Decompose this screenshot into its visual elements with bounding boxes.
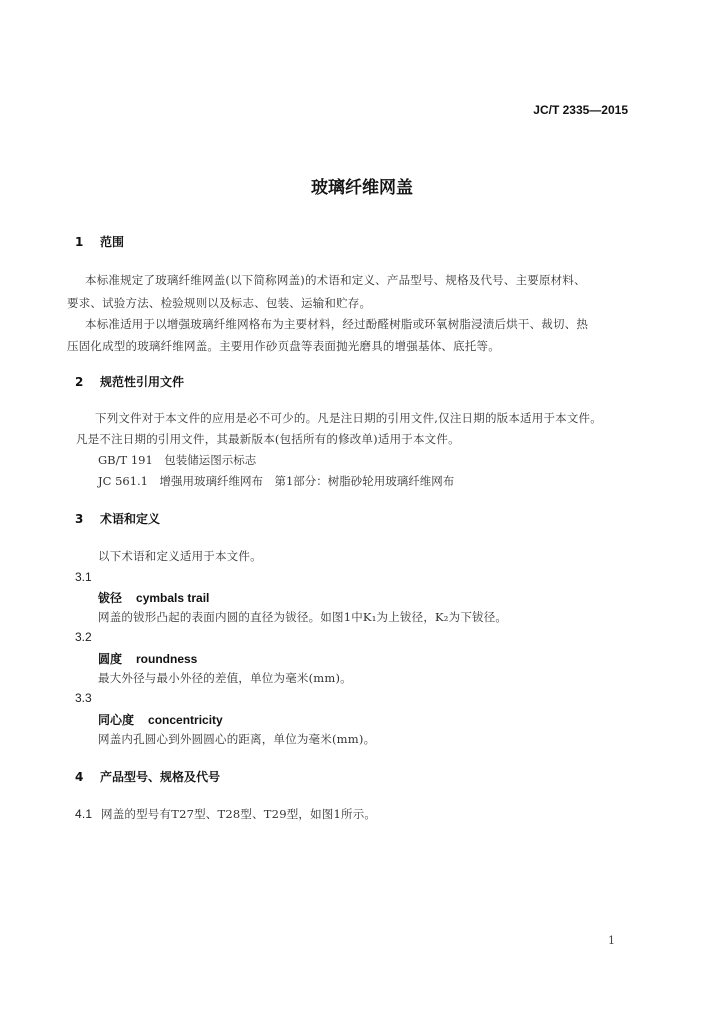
references-paragraph-line-1: 下列文件对于本文件的应用是必不可少的。凡是注日期的引用文件,仅注日期的版本适用于本文件。 bbox=[95, 411, 602, 425]
references-paragraph-line-2: 凡是不注日期的引用文件，其最新版本(包括所有的修改单)适用于本文件。 bbox=[76, 432, 460, 446]
clause-number: 4.1 bbox=[75, 807, 93, 821]
term-chinese: 圆度 bbox=[98, 652, 123, 666]
document-title: 玻璃纤维网盖 bbox=[311, 178, 413, 198]
section-number: 1 bbox=[75, 235, 84, 249]
clause-text: 网盖的型号有T27型、T28型、T29型，如图1所示。 bbox=[101, 807, 377, 821]
term-3-1-definition: 网盖的钹形凸起的表面内圆的直径为钹径。如图1中K₁为上钹径，K₂为下钹径。 bbox=[98, 610, 508, 624]
section-number: 3 bbox=[75, 512, 84, 526]
scope-paragraph-1-line-2: 要求、试验方法、检验规则以及标志、包装、运输和贮存。 bbox=[67, 296, 372, 310]
section-number: 4 bbox=[75, 770, 84, 784]
section-title: 范围 bbox=[100, 235, 125, 249]
terms-intro: 以下术语和定义适用于本文件。 bbox=[98, 549, 262, 563]
term-3-3-definition: 网盖内孔圆心到外圆圆心的距离，单位为毫米(mm)。 bbox=[98, 732, 376, 746]
term-chinese: 钹径 bbox=[98, 591, 123, 605]
standard-number: JC/T 2335—2015 bbox=[533, 103, 628, 117]
scope-paragraph-1-line-1: 本标准规定了玻璃纤维网盖(以下简称网盖)的术语和定义、产品型号、规格及代号、主要原材料、 bbox=[85, 273, 586, 287]
reference-jc-561-1: JC 561.1 增强用玻璃纤维网布 第1部分：树脂砂轮用玻璃纤维网布 bbox=[98, 474, 455, 488]
term-english: roundness bbox=[136, 652, 198, 666]
page-number: 1 bbox=[608, 934, 615, 947]
term-english: cymbals trail bbox=[136, 591, 210, 605]
term-3-3-number: 3.3 bbox=[75, 691, 92, 705]
section-title: 产品型号、规格及代号 bbox=[100, 770, 221, 784]
section-3-heading bbox=[75, 510, 160, 527]
clause-4-1 bbox=[75, 806, 376, 822]
section-title: 规范性引用文件 bbox=[100, 375, 185, 389]
term-3-2-heading bbox=[98, 650, 197, 667]
term-3-2-definition: 最大外径与最小外径的差值，单位为毫米(mm)。 bbox=[98, 671, 352, 685]
section-number: 2 bbox=[75, 375, 84, 389]
term-chinese: 同心度 bbox=[98, 713, 135, 727]
term-3-3-heading bbox=[98, 711, 223, 728]
section-1-heading bbox=[75, 233, 124, 250]
term-3-2-number: 3.2 bbox=[75, 630, 92, 644]
term-3-1-number: 3.1 bbox=[75, 570, 92, 584]
section-4-heading bbox=[75, 768, 220, 785]
scope-paragraph-2-line-2: 压固化成型的玻璃纤维网盖。主要用作砂页盘等表面抛光磨具的增强基体、底托等。 bbox=[67, 339, 500, 353]
term-3-1-heading bbox=[98, 589, 209, 606]
section-title: 术语和定义 bbox=[100, 512, 161, 526]
reference-gb-t-191: GB/T 191 包装储运图示标志 bbox=[98, 453, 257, 467]
term-english: concentricity bbox=[148, 713, 223, 727]
scope-paragraph-2-line-1: 本标准适用于以增强玻璃纤维网格布为主要材料，经过酚醛树脂或环氧树脂浸渍后烘干、裁切、热 bbox=[85, 317, 589, 331]
section-2-heading bbox=[75, 373, 184, 390]
